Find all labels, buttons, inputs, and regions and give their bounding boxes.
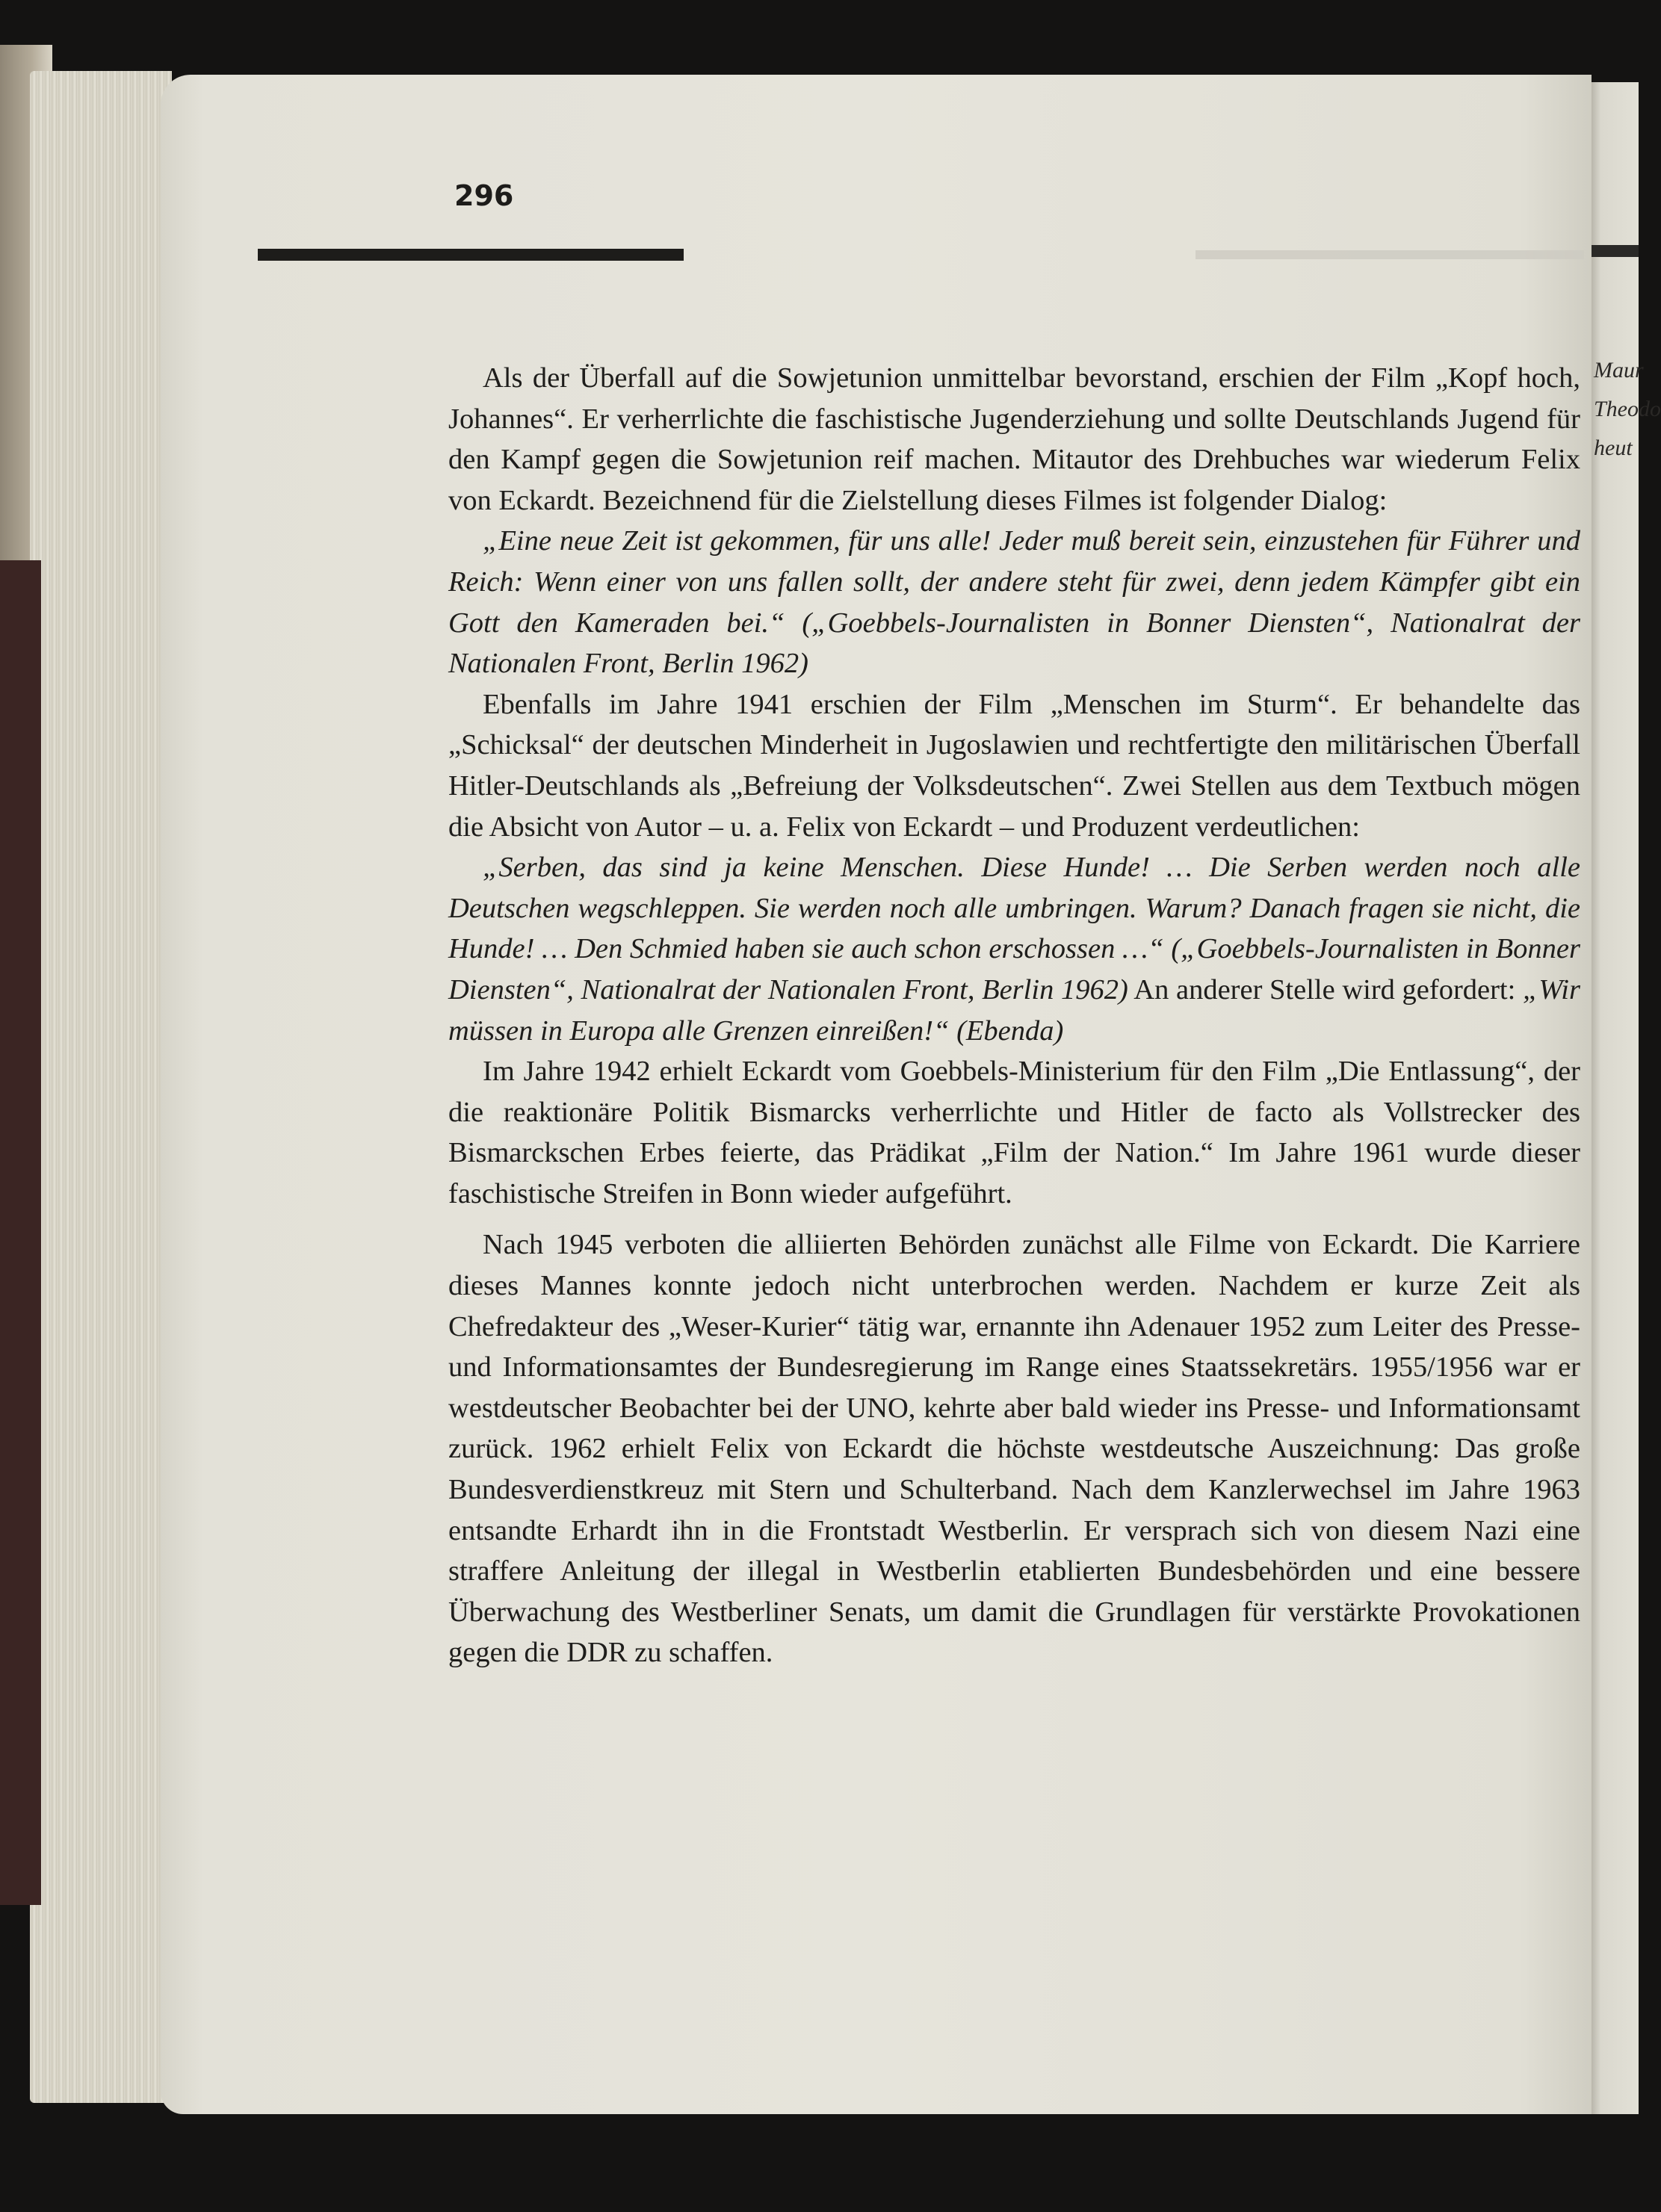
facing-page-word: Maur xyxy=(1594,358,1644,382)
facing-page-word: Theodo xyxy=(1594,397,1661,421)
quote-2-tail: „Wir müssen in Europa alle Grenzen einreißen!“ (Ebenda) xyxy=(448,973,1580,1047)
paragraph-2: Ebenfalls im Jahre 1941 erschien der Film „Menschen im Sturm“. Er behandelte das „Schicksal“ der deutschen Minderheit in Jugoslawien und rechtfertigte den militärischen Überfall Hitler-Deutschlands als „Befreiung der Volksdeutschen“. Zwei Stellen aus dem Textbuch mögen die Absicht von Autor – u. a. Felix von Eckardt – und Produzent verdeutlichen: xyxy=(448,688,1580,843)
facing-page-word: heut xyxy=(1594,436,1633,460)
book-cover-spine xyxy=(0,560,41,1905)
paragraph-1: Als der Überfall auf die Sowjetunion unmittelbar bevorstand, erschien der Film „Kopf hoch, Johannes“. Er verherrlichte die faschistische Jugenderziehung und sollte Deutschlands Jugend für den Kampf gegen die Sowjetunion reif machen. Mitautor des Drehbuches war wiederum Felix von Eckardt. Bezeichnend für die Zielstellung dieses Filmes ist folgender Dialog: xyxy=(448,362,1580,516)
quote-2-upright: An anderer Stelle wird gefordert: xyxy=(1128,973,1523,1006)
quote-2-italic: „Serben, das sind ja keine Menschen. Diese Hunde! … Die Serben werden noch alle Deutschen wegschleppen. Sie werden noch alle umbringen. Warum? Danach fragen sie nicht, die Hunde! … Den Schmied haben sie auch schon erschossen …“ („Goebbels-Journalisten in Bonner Diensten“, Nationalrat der Nationalen Front, Berlin 1962) xyxy=(448,852,1580,1006)
quote-1: „Eine neue Zeit ist gekommen, für uns alle! Jeder muß bereit sein, einzustehen für Führer und Reich: Wenn einer von uns fallen sollt, der andere steht für zwei, denn jedem Kämpfer gibt ein Gott den Kameraden bei.“ („Goebbels-Journalisten in Bonner Diensten“, Nationalrat der Nationalen Front, Berlin 1962) xyxy=(448,525,1580,680)
page-stack-edge xyxy=(30,71,172,2103)
bleed-through-rule xyxy=(1196,250,1584,259)
body-text xyxy=(448,358,1580,1673)
paragraph-3: Im Jahre 1942 erhielt Eckardt vom Goebbels-Ministerium für den Film „Die Entlassung“, der die reaktionäre Politik Bismarcks verherrlichte und Hitler de facto als Vollstrecker des Bismarckschen Erbes feierte, das Prädikat „Film der Nation.“ Im Jahre 1961 wurde dieser faschistische Streifen in Bonn wieder aufgeführt. xyxy=(448,1056,1580,1209)
paragraph-4: Nach 1945 verboten die alliierten Behörden zunächst alle Filme von Eckardt. Die Karriere dieses Mannes konnte jedoch nicht unterbrochen werden. Nachdem er kurze Zeit als Chefredakteur des „Weser-Kurier“ tätig war, ernannte ihn Adenauer 1952 zum Leiter des Presse- und Informationsamtes der Bundesregierung im Range eines Staatssekretärs. 1955/1956 war er westdeutscher Beobachter bei der UNO, kehrte aber bald wieder ins Presse- und Informationsamt zurück. 1962 erhielt Felix von Eckardt die höchste westdeutsche Auszeichnung: Das große Bundesverdienstkreuz mit Stern und Schulterband. Nach dem Kanzlerwechsel im Jahre 1963 entsandte Erhardt ihn in die Frontstadt Westberlin. Er versprach sich von diesem Nazi eine straffere Anleitung der illegal in Westberlin etablierten Bundesbehörden und eine bessere Überwachung des Westberliner Senats, um damit die Grundlagen für verstärkte Provokationen gegen die DDR zu schaffen. xyxy=(448,1229,1580,1669)
quote-2 xyxy=(448,847,1580,1051)
facing-page-margin-text xyxy=(1594,351,1661,468)
header-rule xyxy=(258,249,684,261)
page-number: 296 xyxy=(454,179,514,212)
facing-page-rule xyxy=(1592,245,1639,257)
